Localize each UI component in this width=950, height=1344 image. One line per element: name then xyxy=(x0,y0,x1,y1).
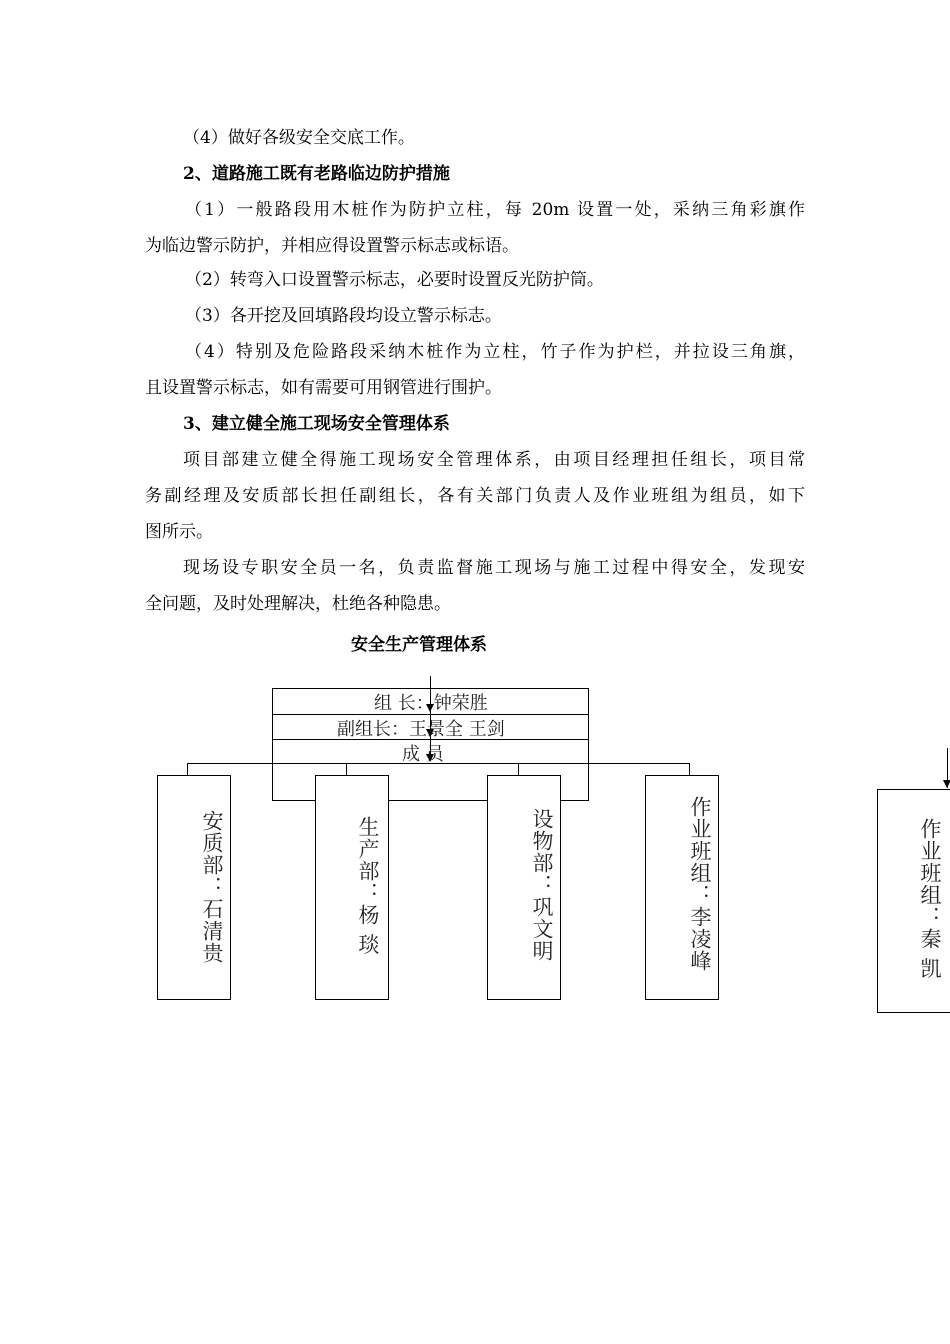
center-connector-line xyxy=(430,676,431,756)
department-anzhi-label: 安质部：石清贵 xyxy=(200,810,224,964)
paragraph-measure-2: （2）转弯入口设置警示标志，必要时设置反光防护筒。 xyxy=(185,270,604,290)
department-shewu-label: 设物部：巩文明 xyxy=(530,808,554,962)
paragraph-measure-4-line1: （4）特别及危险路段采纳木桩作为立柱，竹子作为护栏，并拉设三角旗， xyxy=(185,342,805,362)
deputy-label: 副组长：王景全 王剑 xyxy=(337,719,505,740)
arrow-down-icon xyxy=(426,754,434,762)
department-work-team-1-label: 作业班组：李凌峰 xyxy=(688,796,712,972)
arrow-down-icon xyxy=(426,704,434,712)
section-heading-3: 3、建立健全施工现场安全管理体系 xyxy=(183,414,450,434)
leader-label: 组 长：钟荣胜 xyxy=(374,693,488,714)
distribution-line xyxy=(187,763,689,764)
paragraph-safety-officer-line2: 全问题，及时处理解决，杜绝各种隐患。 xyxy=(145,594,451,614)
section-heading-2: 2、道路施工既有老路临边防护措施 xyxy=(183,164,450,184)
paragraph-safety-officer-line1: 现场设专职安全员一名，负责监督施工现场与施工过程中得安全，发现安 xyxy=(183,558,805,578)
org-chart-title: 安全生产管理体系 xyxy=(351,635,487,655)
paragraph-measure-1-line2: 为临边警示防护，并相应得设置警示标志或标语。 xyxy=(145,236,519,256)
arrow-down-icon xyxy=(943,780,950,788)
department-shengchan-label: 生产部：杨 琰 xyxy=(356,816,380,956)
paragraph-item-4: （4）做好各级安全交底工作。 xyxy=(183,128,415,148)
paragraph-system-line3: 图所示。 xyxy=(145,522,213,542)
department-work-team-2-label: 作业班组：秦 凯 xyxy=(918,818,942,980)
paragraph-measure-3: （3）各开挖及回填路段均设立警示标志。 xyxy=(185,306,502,326)
paragraph-measure-4-line2: 且设置警示标志，如有需要可用钢管进行围护。 xyxy=(145,378,502,398)
paragraph-system-line1: 项目部建立健全得施工现场安全管理体系，由项目经理担任组长，项目常 xyxy=(183,450,805,470)
arrow-down-icon xyxy=(426,729,434,737)
paragraph-measure-1-line1: （1）一般路段用木桩作为防护立柱，每 20m 设置一处，采纳三角彩旗作 xyxy=(185,200,805,220)
paragraph-system-line2: 务副经理及安质部长担任副组长，各有关部门负责人及作业班组为组员，如下 xyxy=(145,486,805,506)
members-label: 成 员 xyxy=(402,744,444,765)
